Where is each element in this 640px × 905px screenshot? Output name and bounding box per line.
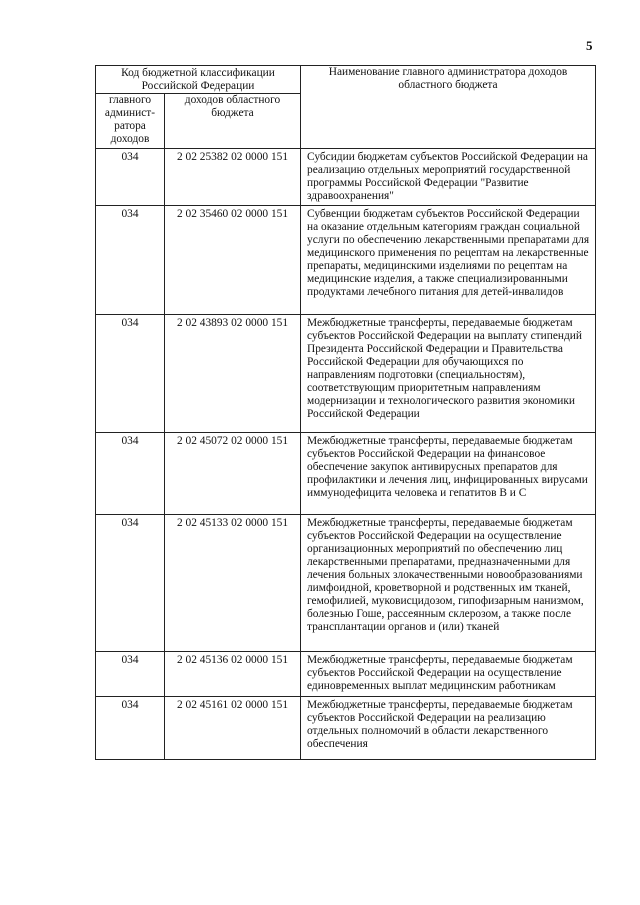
income-code-cell: 2 02 35460 02 0000 151 [165,206,301,315]
header-income-column: доходов областного бюджета [165,94,301,149]
admin-code-cell: 034 [96,652,165,697]
page-number: 5 [586,38,593,53]
table-row [96,515,596,652]
name-cell: Межбюджетные трансферты, передаваемые бюджетам субъектов Российской Федерации на выплату стипендий Президента Российской Федерации и Правительства Российской Федерации для обучающихся по направлениям подготовки (специальностям), соответствующим приоритетным направлениям модернизации и технологического развития экономики Российской Федерации [301,315,596,433]
header-name-column: Наименование главного администратора доходов областного бюджета [301,66,596,149]
header-row-top [96,66,596,94]
header-group-title: Код бюджетной классификации Российской Федерации [96,66,301,94]
admin-code-cell: 034 [96,697,165,760]
income-code-cell: 2 02 45136 02 0000 151 [165,652,301,697]
table-row [96,149,596,206]
name-cell: Межбюджетные трансферты, передаваемые бюджетам субъектов Российской Федерации на осуществление организационных мероприятий по обеспечению лиц лекарственными препаратами, предназначенными для лечения больных злокачественными новообразованиями лимфоидной, кроветворной и родственных им тканей, гемофилией, муковисцидозом, гипофизарным нанизмом, болезнью Гоше, рассеянным склерозом, а также после трансплантации органов и (или) тканей [301,515,596,652]
table-row [96,652,596,697]
table-row [96,697,596,760]
income-code-cell: 2 02 45133 02 0000 151 [165,515,301,652]
admin-code-cell: 034 [96,515,165,652]
income-code-cell: 2 02 45072 02 0000 151 [165,433,301,515]
admin-code-cell: 034 [96,149,165,206]
table-row [96,315,596,433]
income-code-cell: 2 02 25382 02 0000 151 [165,149,301,206]
admin-code-cell: 034 [96,315,165,433]
name-cell: Субсидии бюджетам субъектов Российской Федерации на реализацию отдельных мероприятий государственной программы Российской Федерации "Развитие здравоохранения" [301,149,596,206]
table-row [96,433,596,515]
name-cell: Межбюджетные трансферты, передаваемые бюджетам субъектов Российской Федерации на реализацию отдельных полномочий в области лекарственного обеспечения [301,697,596,760]
income-code-cell: 2 02 43893 02 0000 151 [165,315,301,433]
admin-code-cell: 034 [96,433,165,515]
income-code-cell: 2 02 45161 02 0000 151 [165,697,301,760]
name-cell: Субвенции бюджетам субъектов Российской Федерации на оказание отдельным категориям граждан социальной услуги по обеспечению лекарственными препаратами для медицинского применения по рецептам на лекарственные препараты, медицинскими изделиями по рецептам на медицинские изделия, а также специализированными продуктами лечебного питания для детей-инвалидов [301,206,596,315]
table-row [96,206,596,315]
name-cell: Межбюджетные трансферты, передаваемые бюджетам субъектов Российской Федерации на осуществление единовременных выплат медицинским работникам [301,652,596,697]
budget-classification-table [95,65,596,760]
admin-code-cell: 034 [96,206,165,315]
name-cell: Межбюджетные трансферты, передаваемые бюджетам субъектов Российской Федерации на финансовое обеспечение закупок антивирусных препаратов для профилактики и лечения лиц, инфицированных вирусами иммунодефицита человека и гепатитов В и С [301,433,596,515]
header-admin-column: главного админист-ратора доходов [96,94,165,149]
